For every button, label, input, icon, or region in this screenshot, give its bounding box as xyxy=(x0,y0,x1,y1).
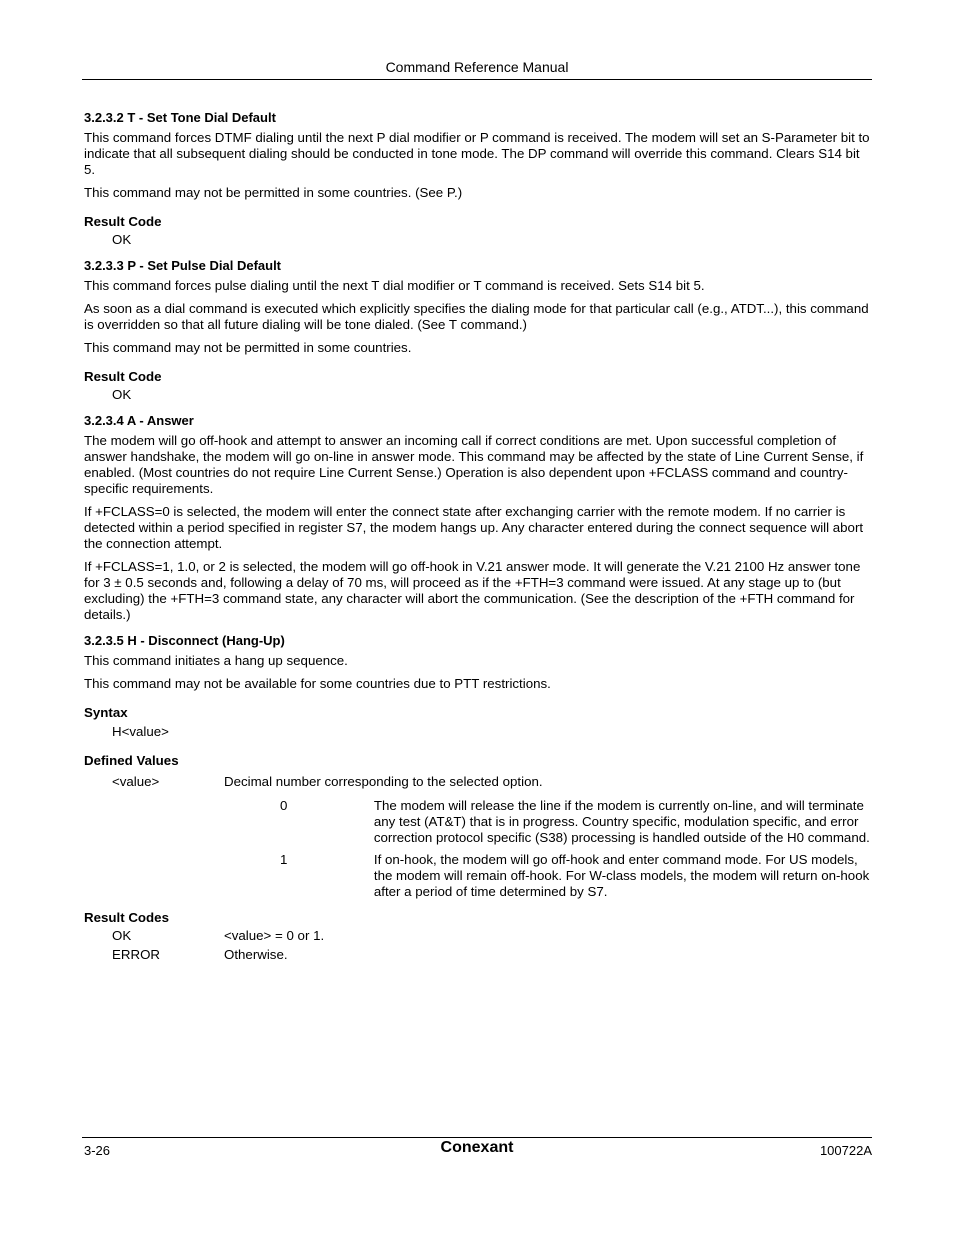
header-rule xyxy=(82,79,872,80)
paragraph: If +FCLASS=0 is selected, the modem will enter the connect state after exchanging carrier with the remote modem. If no carrier is detected within a period specified in register S7, the modem hangs up. Any character entered during the connect sequence will abort the connection attempt. xyxy=(84,504,864,551)
footer-rule xyxy=(82,1137,872,1138)
paragraph: This command initiates a hang up sequence. xyxy=(84,653,348,668)
document-number: 100722A xyxy=(819,1143,872,1158)
paragraph: This command may not be available for some countries due to PTT restrictions. xyxy=(84,676,551,691)
result-code: OK xyxy=(112,928,132,943)
section-heading: 3.2.3.3 P - Set Pulse Dial Default xyxy=(84,258,282,273)
defined-value-description: Decimal number corresponding to the selected option. xyxy=(224,774,543,789)
page-content xyxy=(84,110,872,966)
paragraph: This command may not be permitted in some countries. xyxy=(84,340,412,355)
paragraph: This command may not be permitted in some countries. (See P.) xyxy=(84,185,463,200)
result-code: ERROR xyxy=(112,947,161,962)
page-number: 3-26 xyxy=(84,1143,111,1158)
option-text: If on-hook, the modem will go off-hook and enter command mode. For US models, the modem will remain off-hook. For W-class models, the modem will return on-hook after a period of time determined by S7. xyxy=(373,852,870,899)
section-a xyxy=(84,413,872,623)
section-heading: 3.2.3.4 A - Answer xyxy=(84,413,194,428)
paragraph: The modem will go off-hook and attempt to answer an incoming call if correct conditions are met. Upon successful completion of answer handshake, the modem will go on-line in answer mode. This command may be affected by the state of Line Current Sense, if enabled. (Most countries do not require Line Current Sense.) Operation is also dependent upon +FCLASS command and country-specific requirements. xyxy=(84,433,864,496)
syntax-value: H<value> xyxy=(112,724,169,739)
defined-value-row xyxy=(84,774,872,790)
result-code-value: OK xyxy=(112,232,132,247)
paragraph: If +FCLASS=1, 1.0, or 2 is selected, the modem will go off-hook in V.21 answer mode. It will generate the V.21 2100 Hz answer tone for 3 ± 0.5 seconds and, following a delay of 70 ms, will proceed as if the +FTH=3 command were issued. At any stage up to (but excluding) the +FTH=3 command state, any character will abort the communication. (See the description of the +FTH command for details.) xyxy=(84,559,861,622)
result-description: Otherwise. xyxy=(224,947,288,962)
result-code-label: Result Code xyxy=(84,369,162,384)
paragraph: As soon as a dial command is executed which explicitly specifies the dialing mode for that particular call (e.g., ATDT...), this command is overridden so that all future dialing will be tone dialed. (See T command.) xyxy=(84,301,869,332)
result-code-value: OK xyxy=(112,387,132,402)
section-heading: 3.2.3.2 T - Set Tone Dial Default xyxy=(84,110,276,125)
option-number: 0 xyxy=(280,798,288,813)
defined-value-key: <value> xyxy=(112,774,160,789)
paragraph: This command forces DTMF dialing until the next P dial modifier or P command is received. The modem will set an S-Parameter bit to indicate that all subsequent dialing should be conducted in tone mode. The DP command will override this command. Clears S14 bit 5. xyxy=(84,130,870,177)
page-header-title: Command Reference Manual xyxy=(385,59,569,75)
option-number: 1 xyxy=(280,852,288,867)
result-code-row xyxy=(84,947,872,963)
option-row xyxy=(84,852,872,900)
option-row xyxy=(84,798,872,846)
defined-values-label: Defined Values xyxy=(84,753,179,768)
footer-brand: Conexant xyxy=(440,1139,514,1156)
result-codes-label: Result Codes xyxy=(84,910,169,925)
section-heading: 3.2.3.5 H - Disconnect (Hang-Up) xyxy=(84,633,285,648)
section-h xyxy=(84,633,872,963)
result-code-row xyxy=(84,928,872,944)
section-p xyxy=(84,258,872,403)
syntax-label: Syntax xyxy=(84,705,128,720)
result-code-label: Result Code xyxy=(84,214,162,229)
result-description: <value> = 0 or 1. xyxy=(224,928,325,943)
paragraph: This command forces pulse dialing until the next T dial modifier or T command is received. Sets S14 bit 5. xyxy=(84,278,705,293)
section-t xyxy=(84,110,872,248)
option-text: The modem will release the line if the modem is currently on-line, and will terminate any test (AT&T) that is in progress. Country specific, modulation specific, and error correction protocol specific (S38) processing is handled outside of the H0 command. xyxy=(373,798,870,845)
